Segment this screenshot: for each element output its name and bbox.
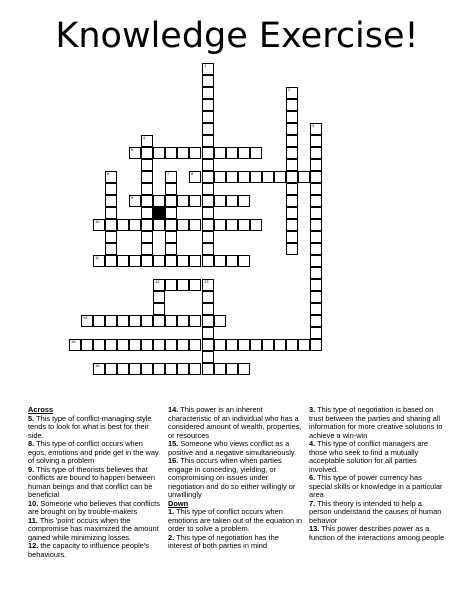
crossword-cell[interactable] — [129, 219, 141, 231]
clue-number: 13 — [204, 279, 209, 284]
crossword-cell[interactable] — [153, 219, 165, 231]
crossword-cell[interactable] — [286, 111, 298, 123]
clues-column-1 — [28, 406, 163, 559]
crossword-cell[interactable] — [202, 315, 214, 327]
crossword-cell[interactable] — [141, 231, 153, 243]
across-clue-list-continued — [168, 406, 304, 500]
crossword-cell[interactable] — [238, 363, 250, 375]
crossword-cell[interactable] — [262, 171, 274, 183]
crossword-cell[interactable] — [189, 255, 201, 267]
crossword-cell[interactable] — [129, 315, 141, 327]
clue-item-text: This occurs when when parties engage in conceding, yielding, or compromising on issues under negotiation and do so either willingly or unwillingly — [168, 456, 296, 499]
down-heading: Down — [168, 498, 189, 508]
crossword-cell[interactable] — [165, 171, 177, 183]
crossword-cell[interactable] — [117, 315, 129, 327]
crossword-cell[interactable] — [202, 135, 214, 147]
clue-number: 15 — [71, 339, 76, 344]
crossword-cell[interactable] — [202, 183, 214, 195]
clue-number: 12 — [155, 279, 160, 284]
clue-item — [28, 517, 163, 543]
crossword-cell[interactable] — [105, 195, 117, 207]
crossword-cell[interactable] — [141, 159, 153, 171]
crossword-cell[interactable] — [165, 243, 177, 255]
crossword-cell[interactable] — [153, 255, 165, 267]
crossword-cell[interactable] — [165, 195, 177, 207]
clue-number: 3 — [312, 123, 315, 128]
clue-item — [28, 466, 163, 500]
crossword-cell[interactable] — [310, 243, 322, 255]
clue-item-text: This type of conflict occurs when egos, emotions and pride get in the way of solving a problem — [28, 439, 159, 465]
clue-item-text: This type of power currency has special skills or knowledge in a particular area — [309, 473, 443, 499]
clue-number: 11 — [95, 255, 100, 260]
clue-item-text: the capacity to influence people's behaviours. — [28, 541, 149, 559]
clue-item — [28, 500, 163, 517]
crossword-cell[interactable] — [105, 243, 117, 255]
crossword-cell[interactable] — [286, 243, 298, 255]
crossword-cell[interactable] — [310, 279, 322, 291]
crossword-cell[interactable] — [105, 315, 117, 327]
crossword-cell[interactable] — [129, 339, 141, 351]
crossword-cell[interactable] — [310, 339, 322, 351]
clue-number: 10 — [95, 219, 100, 224]
crossword-cell[interactable] — [189, 315, 201, 327]
crossword-cell[interactable] — [202, 243, 214, 255]
crossword-cell[interactable] — [165, 255, 177, 267]
crossword-cell[interactable] — [189, 219, 201, 231]
crossword-cell[interactable] — [141, 147, 153, 159]
crossword-cell[interactable] — [202, 303, 214, 315]
clue-item — [28, 542, 163, 559]
crossword-cell[interactable] — [153, 315, 165, 327]
crossword-cell[interactable] — [129, 255, 141, 267]
crossword-cell[interactable] — [238, 147, 250, 159]
clue-item — [168, 406, 304, 440]
clue-item-text: Someone who views conflict as a positive and a negative simultaneously. — [168, 439, 297, 457]
crossword-cell[interactable] — [226, 363, 238, 375]
crossword-cell[interactable] — [286, 339, 298, 351]
crossword-cell[interactable] — [310, 303, 322, 315]
clue-number: 9 — [131, 195, 134, 200]
crossword-cell[interactable] — [202, 63, 214, 75]
crossword-cell[interactable] — [202, 195, 214, 207]
crossword-cell[interactable] — [202, 159, 214, 171]
clue-item-number: 16. — [168, 456, 179, 465]
crossword-cell[interactable] — [214, 339, 226, 351]
crossword-cell[interactable] — [177, 363, 189, 375]
crossword-cell[interactable] — [202, 291, 214, 303]
crossword-cell[interactable] — [177, 195, 189, 207]
crossword-cell[interactable] — [141, 363, 153, 375]
clue-item-number: 7. — [309, 498, 316, 508]
crossword-cell[interactable] — [153, 195, 165, 207]
crossword-cell[interactable] — [214, 171, 226, 183]
crossword-cell[interactable] — [105, 207, 117, 219]
crossword-cell[interactable] — [165, 183, 177, 195]
crossword-cell[interactable] — [310, 327, 322, 339]
crossword-cell[interactable] — [262, 339, 274, 351]
crossword-cell[interactable] — [310, 171, 322, 183]
clue-item-number: 9. — [28, 464, 35, 474]
crossword-cell[interactable] — [226, 339, 238, 351]
clue-item — [168, 508, 304, 534]
clue-item — [168, 534, 304, 551]
crossword-cell[interactable] — [165, 207, 177, 219]
crossword-cell[interactable] — [202, 87, 214, 99]
crossword-cell[interactable] — [177, 315, 189, 327]
crossword-cell[interactable] — [129, 195, 141, 207]
crossword-cell[interactable] — [286, 219, 298, 231]
crossword-cell[interactable] — [189, 339, 201, 351]
crossword-cell[interactable] — [310, 207, 322, 219]
crossword-cell[interactable] — [202, 339, 214, 351]
crossword-cell[interactable] — [129, 147, 141, 159]
crossword-cell[interactable] — [105, 219, 117, 231]
crossword-cell[interactable] — [165, 315, 177, 327]
crossword-cell[interactable] — [141, 219, 153, 231]
down-clue-list — [168, 508, 304, 551]
clue-item-text: This theory is intended to help a person understand the causes of human behavior — [309, 498, 442, 525]
clue-item-text: This type of negotiation is based on trust between the parties and sharing all information for more creative solutions to achieve a win-win — [309, 405, 443, 440]
crossword-cell[interactable] — [165, 219, 177, 231]
crossword-cell[interactable] — [310, 183, 322, 195]
clue-number: 4 — [143, 135, 146, 140]
crossword-cell[interactable] — [310, 123, 322, 135]
crossword-cell[interactable] — [310, 147, 322, 159]
crossword-cell[interactable] — [238, 219, 250, 231]
clue-number: 16 — [95, 363, 100, 368]
crossword-cell[interactable] — [165, 147, 177, 159]
crossword-cell[interactable] — [202, 123, 214, 135]
crossword-cell[interactable] — [310, 255, 322, 267]
crossword-cell[interactable] — [153, 291, 165, 303]
crossword-cell[interactable] — [202, 99, 214, 111]
crossword-cell[interactable] — [81, 339, 93, 351]
crossword-cell[interactable] — [202, 363, 214, 375]
crossword-cell[interactable] — [165, 339, 177, 351]
crossword-cell[interactable] — [226, 195, 238, 207]
clue-item-number: 12. — [28, 541, 39, 550]
crossword-cell[interactable] — [250, 147, 262, 159]
crossword-cell[interactable] — [189, 195, 201, 207]
crossword-cell[interactable] — [214, 147, 226, 159]
crossword-cell[interactable] — [153, 279, 165, 291]
crossword-cell[interactable] — [286, 159, 298, 171]
clue-item — [309, 525, 445, 542]
crossword-cell[interactable] — [238, 195, 250, 207]
crossword-cell[interactable] — [286, 231, 298, 243]
clue-number: 5 — [131, 147, 134, 152]
crossword-cell[interactable] — [226, 171, 238, 183]
crossword-cell[interactable] — [250, 171, 262, 183]
crossword-cell[interactable] — [141, 339, 153, 351]
crossword-cell[interactable] — [202, 111, 214, 123]
clue-item-number: 1. — [168, 507, 175, 516]
crossword-cell[interactable] — [310, 267, 322, 279]
crossword-cell[interactable] — [286, 99, 298, 111]
clue-number: 14 — [83, 315, 88, 320]
clue-item-number: 6. — [309, 473, 316, 482]
crossword-cell[interactable] — [117, 363, 129, 375]
crossword-cell[interactable] — [141, 255, 153, 267]
clue-item-number: 2. — [168, 532, 175, 542]
crossword-cell[interactable] — [286, 147, 298, 159]
crossword-cell[interactable] — [105, 171, 117, 183]
crossword-cell[interactable] — [214, 315, 226, 327]
crossword-cell[interactable] — [93, 315, 105, 327]
crossword-cell[interactable] — [274, 171, 286, 183]
crossword-cell[interactable] — [286, 87, 298, 99]
clue-item-text: This type of conflict managers are those who seek to find a mutually acceptable solution for all parties involved. — [309, 439, 429, 474]
crossword-cell[interactable] — [177, 339, 189, 351]
crossword-cell[interactable] — [189, 279, 201, 291]
crossword-cell[interactable] — [93, 363, 105, 375]
clue-item — [168, 457, 304, 500]
crossword-cell[interactable] — [93, 219, 105, 231]
clue-item-text: Someone who believes that conflicts are brought on by trouble-makers — [28, 498, 160, 516]
clue-number: 7 — [167, 171, 170, 176]
clue-item-text: This type of conflict occurs when emotions are taken out of the equation in order to solve a problem. — [168, 507, 302, 533]
crossword-cell[interactable] — [238, 339, 250, 351]
crossword-cell[interactable] — [310, 219, 322, 231]
crossword-cell[interactable] — [141, 195, 153, 207]
crossword-cell[interactable] — [238, 255, 250, 267]
clue-number: 8 — [191, 171, 194, 176]
crossword-cell[interactable] — [177, 219, 189, 231]
crossword-cell[interactable] — [202, 351, 214, 363]
crossword-cell[interactable] — [189, 171, 201, 183]
crossword-cell[interactable] — [141, 135, 153, 147]
crossword-cell[interactable] — [310, 291, 322, 303]
crossword-cell[interactable] — [69, 339, 81, 351]
clue-item-text: This 'point' occurs when the compromise has maximized the amount gained while minimizing losses. — [28, 515, 159, 542]
crossword-cell[interactable] — [286, 171, 298, 183]
crossword-cell[interactable] — [165, 231, 177, 243]
crossword-cell[interactable] — [286, 207, 298, 219]
crossword-cell[interactable] — [129, 363, 141, 375]
crossword-cell[interactable] — [310, 135, 322, 147]
crossword-cell[interactable] — [274, 339, 286, 351]
crossword-cell[interactable] — [202, 207, 214, 219]
crossword-cell[interactable] — [117, 219, 129, 231]
crossword-cell[interactable] — [141, 315, 153, 327]
crossword-cell[interactable] — [286, 183, 298, 195]
clue-item-number: 8. — [28, 439, 35, 448]
crossword-cell[interactable] — [202, 279, 214, 291]
crossword-cell[interactable] — [310, 231, 322, 243]
crossword-cell[interactable] — [214, 195, 226, 207]
crossword-cell[interactable] — [238, 171, 250, 183]
crossword-cell[interactable] — [226, 219, 238, 231]
crossword-cell[interactable] — [250, 339, 262, 351]
crossword-cell[interactable] — [141, 207, 153, 219]
clue-item — [309, 500, 445, 526]
crossword-cell[interactable] — [286, 195, 298, 207]
clue-item — [168, 440, 304, 457]
crossword-cell[interactable] — [117, 339, 129, 351]
crossword-cell[interactable] — [105, 183, 117, 195]
crossword-cell[interactable] — [226, 255, 238, 267]
crossword-cell[interactable] — [202, 171, 214, 183]
across-heading: Across — [28, 405, 54, 414]
crossword-cell[interactable] — [81, 315, 93, 327]
clue-number: 2 — [288, 87, 291, 92]
clue-item-text: This power is an inherent characteristic of an individual who has a considered amount of wealth, properties, or resources — [168, 405, 302, 440]
clue-number: 1 — [204, 63, 207, 68]
crossword-cell[interactable] — [202, 327, 214, 339]
crossword-cell[interactable] — [93, 255, 105, 267]
crossword-cell[interactable] — [202, 147, 214, 159]
crossword-cell[interactable] — [141, 243, 153, 255]
clues-column-3 — [309, 406, 445, 542]
crossword-cell[interactable] — [298, 339, 310, 351]
crossword-cell[interactable] — [165, 279, 177, 291]
crossword-cell[interactable] — [177, 279, 189, 291]
crossword-cell[interactable] — [202, 75, 214, 87]
clue-item-number: 11. — [28, 515, 38, 525]
clue-item-number: 13. — [309, 524, 320, 533]
crossword-cell[interactable] — [202, 219, 214, 231]
crossword-cell[interactable] — [105, 339, 117, 351]
crossword-cell[interactable] — [189, 363, 201, 375]
crossword-cell[interactable] — [165, 363, 177, 375]
clue-item-text: This power describes power as a function of the interactions among people — [309, 524, 445, 542]
crossword-cell[interactable] — [298, 171, 310, 183]
clue-item-text: This type of theorists believes that conflicts are bound to happen between human beings and that conflict can be beneficial — [28, 464, 155, 499]
crossword-cell[interactable] — [105, 231, 117, 243]
crossword-cell[interactable] — [153, 147, 165, 159]
clue-item-number: 15. — [168, 439, 179, 448]
crossword-cell[interactable] — [214, 219, 226, 231]
clues-column-2 — [168, 406, 304, 551]
crossword-cell[interactable] — [141, 183, 153, 195]
clue-item — [28, 440, 163, 466]
crossword-cell[interactable] — [177, 255, 189, 267]
crossword-cell[interactable] — [153, 339, 165, 351]
crossword-cell[interactable] — [153, 363, 165, 375]
clue-item-number: 14. — [168, 405, 179, 414]
clue-item — [28, 415, 163, 441]
crossword-cell[interactable] — [202, 231, 214, 243]
clue-item — [309, 440, 445, 474]
clue-item-text: This type of conflict-managing style tends to look for what is best for their side. — [28, 413, 152, 440]
crossword-cell[interactable] — [105, 255, 117, 267]
crossword-cell[interactable] — [117, 255, 129, 267]
crossword-cell[interactable] — [189, 147, 201, 159]
crossword-cell[interactable] — [93, 339, 105, 351]
across-clue-list — [28, 415, 163, 560]
crossword-cell[interactable] — [286, 135, 298, 147]
crossword-cell[interactable] — [202, 255, 214, 267]
crossword-cell[interactable] — [286, 123, 298, 135]
crossword-cell[interactable] — [310, 159, 322, 171]
crossword-cell[interactable] — [310, 195, 322, 207]
clue-item-text: This type of negotiation has the interest of both parties in mind — [168, 532, 279, 550]
down-clue-list-continued — [309, 406, 445, 542]
clue-item-number: 4. — [309, 439, 316, 448]
page-title: Knowledge Exercise! — [55, 16, 419, 56]
crossword-cell[interactable] — [214, 255, 226, 267]
crossword-cell[interactable] — [177, 147, 189, 159]
clue-number: 6 — [107, 171, 110, 176]
clue-item-number: 5. — [28, 413, 35, 423]
crossword-cell[interactable] — [105, 363, 117, 375]
crossword-cell[interactable] — [310, 315, 322, 327]
crossword-cell[interactable] — [214, 363, 226, 375]
crossword-cell[interactable] — [250, 219, 262, 231]
crossword-cell[interactable] — [226, 147, 238, 159]
clue-item — [309, 406, 445, 440]
clue-item-number: 10. — [28, 498, 39, 508]
clue-item — [309, 474, 445, 500]
clue-item-number: 3. — [309, 405, 316, 414]
crossword-cell[interactable] — [153, 303, 165, 315]
crossword-black-cell — [153, 207, 165, 219]
crossword-cell[interactable] — [141, 171, 153, 183]
